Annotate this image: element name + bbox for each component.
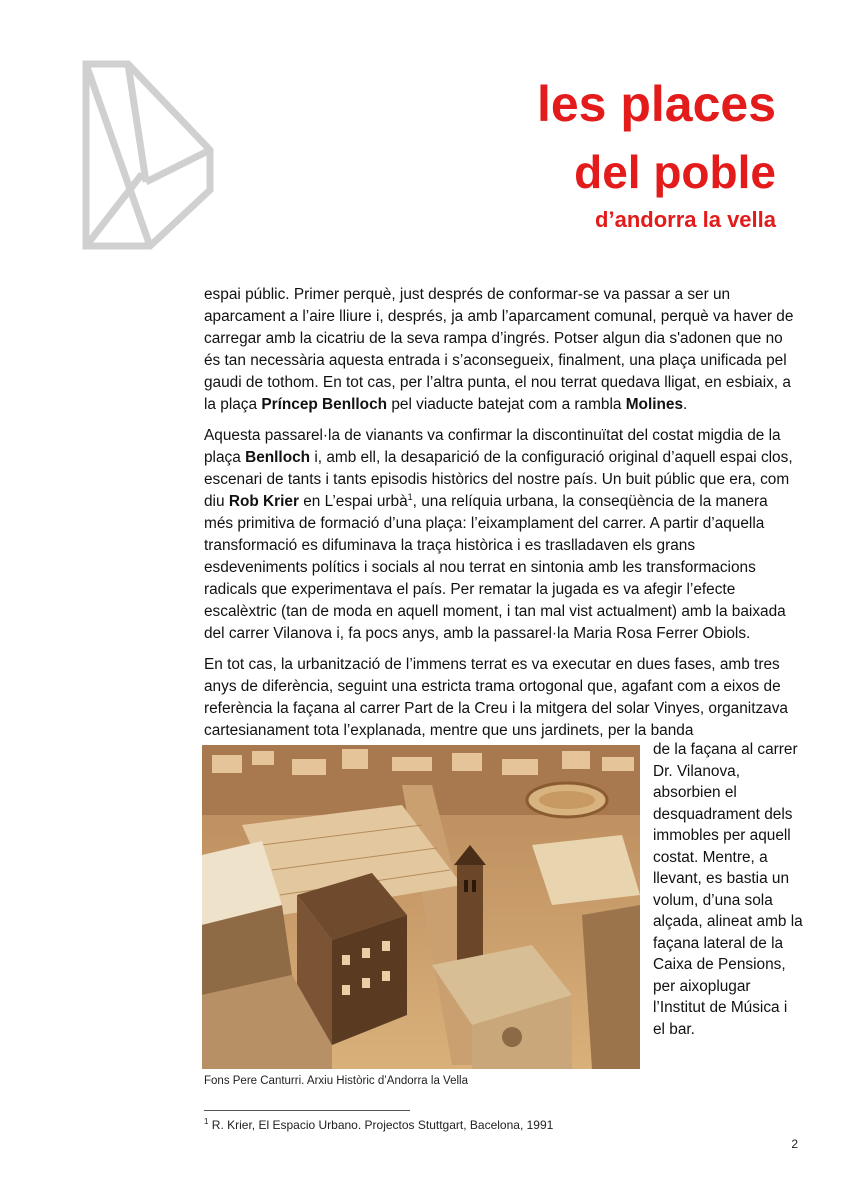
paragraph-2 xyxy=(204,425,800,645)
p2-text-d: en L’espai urbà xyxy=(298,493,408,510)
p1-text-a: espai públic. Primer perquè, just després de conformar-se va passar a ser un aparcament a l’aire lliure i, després, ja amb l’aparcament comunal, perquè va haver de carregar amb la cicatriu de la seva rampa d’ingrés. Potser algun dia s'adonen que no és tan necessària aquesta entrada i s’aconsegueix, finalment, una plaça unificada pel gaudi de tothom. En tot cas, per l’altra punta, el nou terrat quedava lligat, en esbiaix, a la plaça xyxy=(204,286,794,413)
p1-bold-molines: Molines xyxy=(625,396,684,413)
side-text: de la façana al carrer Dr. Vilanova, absorbien el desquadrament dels immobles per aquell costat. Mentre, a llevant, es bastia un volum, d’una sola alçada, alineat amb la façana lateral de la Caixa de Pensions, per aixoplugar l’Institut de Música i el bar. xyxy=(653,741,803,1038)
p2-text-c: i, amb ell, la desaparició de la configuració original d’aquell espai clos, escenari de tants i tants episodis històrics del nostre país. Un buit públic que era, com diu xyxy=(204,449,793,510)
paragraph-3: En tot cas, la urbanització de l’immens terrat es va executar en dues fases, amb tres anys de diferència, seguint una estricta trama ortogonal que, agafant com a eixos de referència la façana al carrer Part de la Creu i la mitgera del solar Vinyes, organitzava cartesianament tota l’explanada, mentre que uns jardinets, per la banda xyxy=(204,656,788,739)
p2-text-a: Aquesta passarel·la de vianants va confirmar la discontinuïtat del costat migdia de la plaça xyxy=(204,427,781,466)
page-number: 2 xyxy=(791,1137,798,1151)
stylized-d-outline-logo-icon xyxy=(80,58,216,250)
p1-bold-benlloch: Príncep Benlloch xyxy=(261,396,388,413)
p1-text-d: . xyxy=(683,396,688,413)
p1-text-c: pel viaducte batejat com a rambla xyxy=(387,396,626,413)
title-line-1: les places xyxy=(536,76,776,132)
footnote-text: R. Krier, El Espacio Urbano. Projectos Stuttgart, Bacelona, 1991 xyxy=(208,1118,554,1132)
footnote-marker: 1 xyxy=(204,1117,209,1126)
footnote-separator xyxy=(204,1110,410,1111)
figure-caption: Fons Pere Canturri. Arxiu Històric d’Andorra la Vella xyxy=(204,1075,468,1087)
body-text xyxy=(204,284,800,751)
p2-text-e: , una relíquia urbana, la conseqüència de la manera més primitiva de formació d’una plaça: l’eixamplament del carrer. A partir d’aquella transformació es difuminava la traça històrica i es traslladaven els grans esdeveniments polítics i socials al nou terrat en sintonia amb les transformacions radicals que experimentava el país. Per rematar la jugada es va afegir l’efecte escalèxtric (tan de moda en aquell moment, i tan mal vist actualment) amb la baixada del carrer Vilanova i, fa pocs anys, amb la passarel·la Maria Rosa Ferrer Obiols. xyxy=(204,493,786,642)
p2-bold-benlloch: Benlloch xyxy=(245,449,311,466)
footnote-reference[interactable]: 1 xyxy=(407,491,413,502)
title-line-3: d’andorra la vella xyxy=(595,207,776,232)
title-line-2: del poble xyxy=(574,146,776,198)
aerial-photo xyxy=(202,745,640,1069)
p2-bold-rob-krier: Rob Krier xyxy=(228,493,299,510)
paragraph-1 xyxy=(204,284,800,416)
aerial-town-illustration xyxy=(202,745,640,1069)
footnote xyxy=(204,1118,553,1132)
